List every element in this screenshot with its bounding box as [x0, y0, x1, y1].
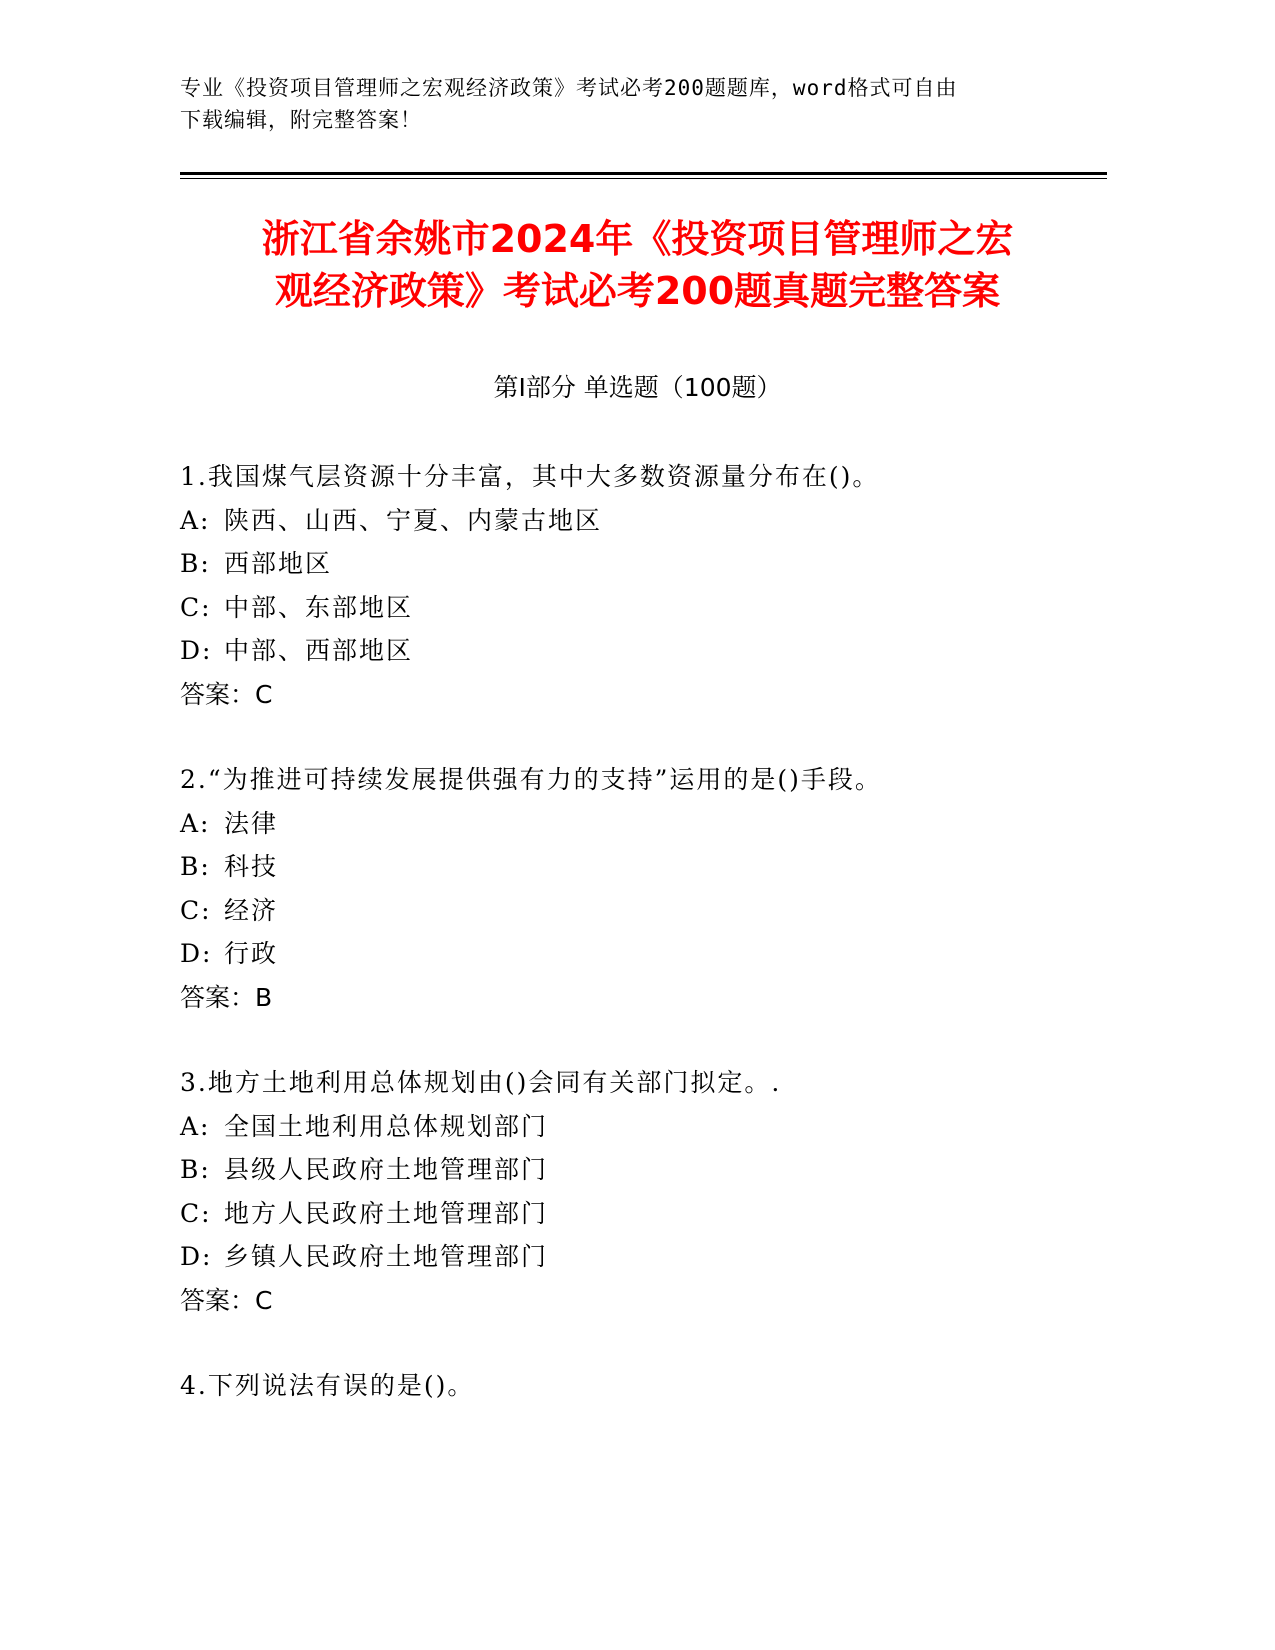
header-note-line-1: 专业《投资项目管理师之宏观经济政策》考试必考200题题库，word格式可自由 [180, 76, 958, 100]
option-letter: D: [180, 1242, 213, 1271]
option-letter: C: [180, 592, 212, 622]
option-d [180, 1235, 1080, 1279]
question-3 [180, 1061, 1080, 1322]
document-title [150, 213, 1125, 317]
option-a [180, 802, 1080, 846]
option-letter: C: [180, 1198, 212, 1228]
option-letter: B: [180, 1155, 211, 1184]
question-1 [180, 455, 1080, 716]
option-letter: B: [180, 549, 211, 578]
option-b [180, 845, 1080, 889]
question-stem: 4.下列说法有误的是()。 [180, 1371, 475, 1400]
option-text: 中部、西部地区 [224, 636, 414, 665]
option-b [180, 1148, 1080, 1192]
option-letter: B: [180, 852, 211, 881]
option-text: 乡镇人民政府土地管理部门 [224, 1242, 549, 1271]
option-a [180, 499, 1080, 543]
option-text: 陕西、山西、宁夏、内蒙古地区 [224, 505, 603, 535]
option-letter: A: [180, 808, 211, 838]
option-d [180, 629, 1080, 673]
header-note-line-2: 下载编辑，附完整答案！ [180, 108, 422, 132]
question-stem: 3.地方土地利用总体规划由()会同有关部门拟定。. [180, 1068, 782, 1097]
answer-value: C [255, 1285, 273, 1315]
option-text: 中部、东部地区 [224, 592, 414, 622]
option-letter: A: [180, 505, 211, 535]
question-stem: 2.“为推进可持续发展提供强有力的支持”运用的是()手段。 [180, 765, 882, 794]
option-a [180, 1105, 1080, 1149]
answer-label: 答案： [180, 982, 256, 1012]
option-text: 科技 [224, 852, 279, 881]
answer-label: 答案： [180, 1285, 256, 1315]
answer-value: C [255, 679, 273, 709]
answer [180, 673, 1080, 717]
answer-label: 答案： [180, 679, 256, 709]
document-header-note [180, 72, 1080, 136]
title-line-2: 观经济政策》考试必考200题真题完整答案 [274, 269, 1001, 313]
option-text: 县级人民政府土地管理部门 [224, 1155, 549, 1184]
section-heading: 第Ⅰ部分 单选题（100题） [493, 373, 782, 402]
option-c [180, 1192, 1080, 1236]
question-list [180, 455, 1080, 1450]
option-letter: D: [180, 939, 213, 968]
option-c [180, 586, 1080, 630]
question-stem: 1.我国煤气层资源十分丰富，其中大多数资源量分布在()。 [180, 462, 880, 491]
option-letter: D: [180, 636, 213, 665]
question-4 [180, 1364, 1080, 1408]
header-rule-thin [180, 178, 1107, 179]
option-c [180, 889, 1080, 933]
header-rule-thick [180, 172, 1107, 175]
option-letter: C: [180, 895, 212, 925]
answer [180, 1279, 1080, 1323]
title-line-1: 浙江省余姚市2024年《投资项目管理师之宏 [261, 217, 1014, 261]
option-text: 行政 [224, 939, 279, 968]
option-text: 经济 [224, 895, 279, 925]
answer-value: B [255, 982, 273, 1012]
option-text: 法律 [224, 808, 279, 838]
option-text: 全国土地利用总体规划部门 [224, 1111, 549, 1141]
option-text: 西部地区 [224, 549, 333, 578]
option-letter: A: [180, 1111, 211, 1141]
option-d [180, 932, 1080, 976]
option-text: 地方人民政府土地管理部门 [224, 1198, 549, 1228]
option-b [180, 542, 1080, 586]
question-2 [180, 758, 1080, 1019]
answer [180, 976, 1080, 1020]
